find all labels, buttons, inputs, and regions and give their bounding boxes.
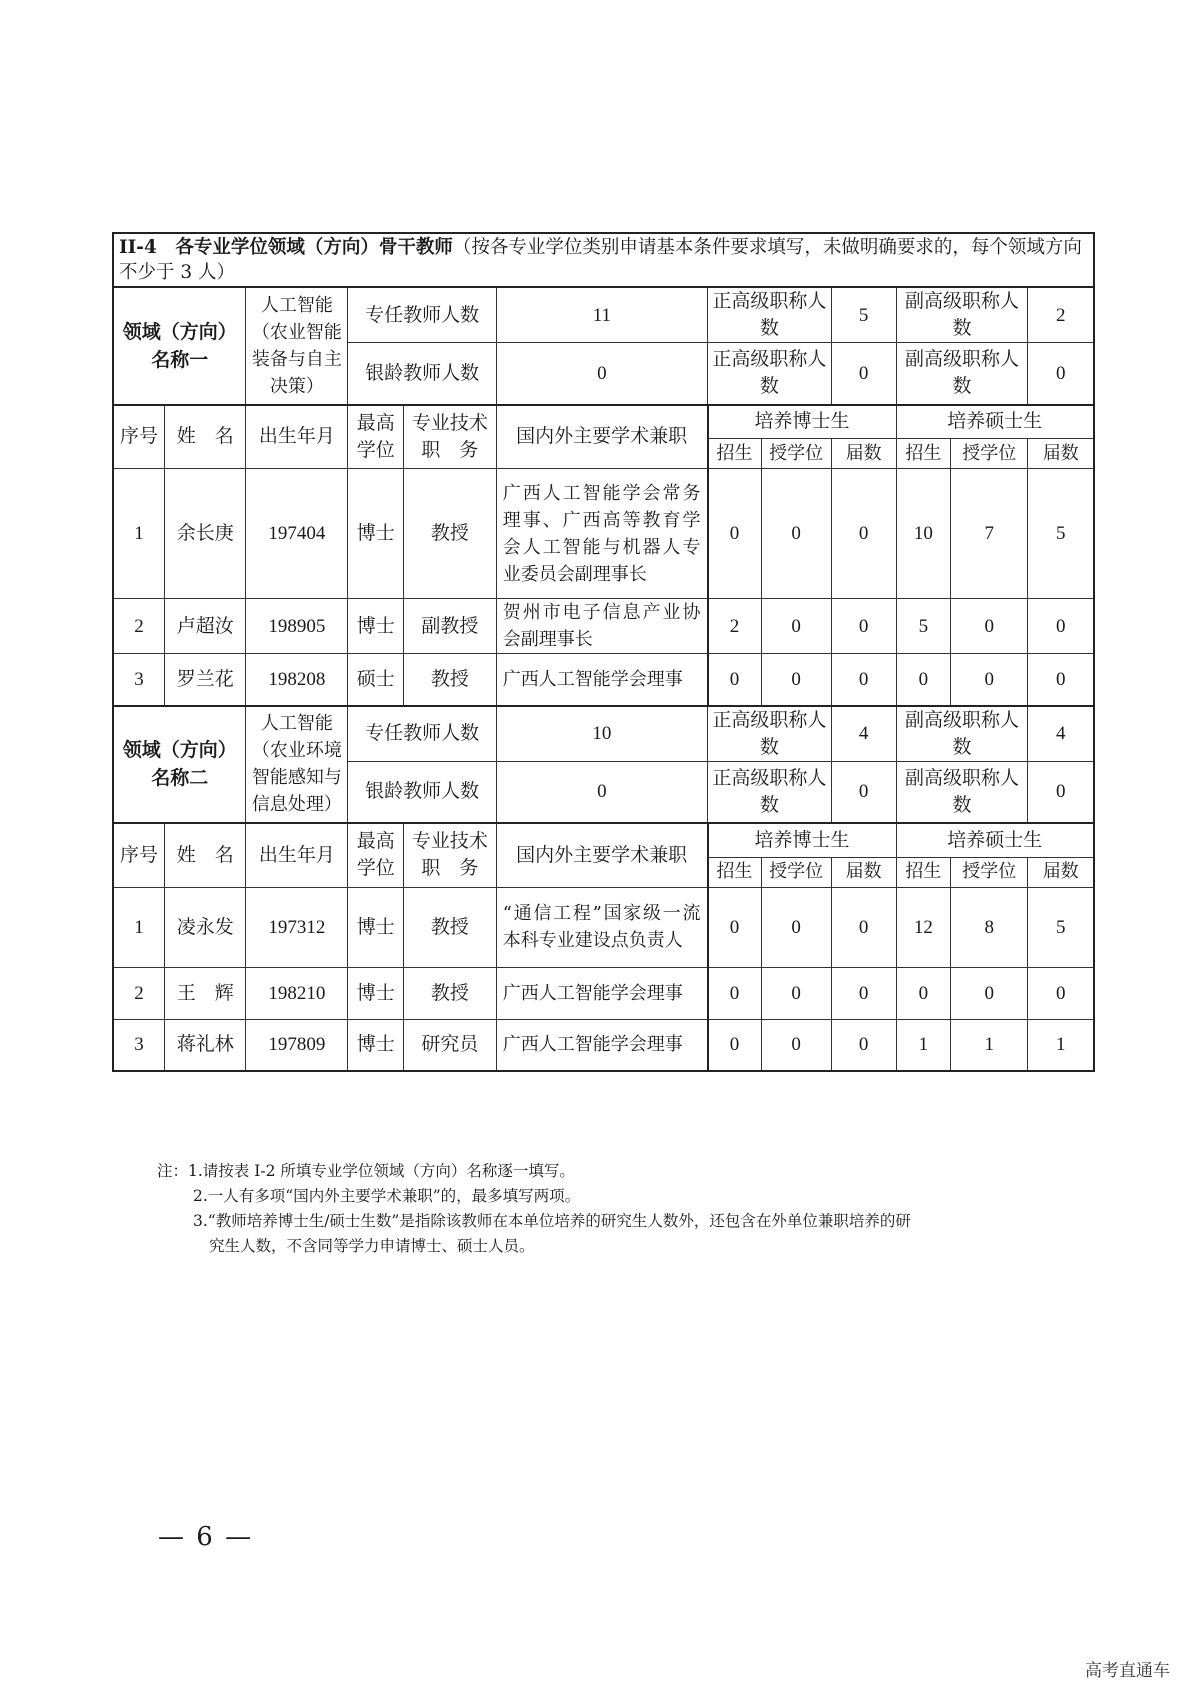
teacher-degree: 博士 <box>348 1019 404 1071</box>
teacher-title: 教授 <box>404 967 497 1019</box>
fulltime-label: 专任教师人数 <box>348 287 496 343</box>
silver-label: 银龄教师人数 <box>348 761 496 823</box>
fulltime-senior-count: 4 <box>831 706 896 762</box>
phd-conferred: 0 <box>761 967 831 1019</box>
master-cohorts: 5 <box>1028 887 1094 967</box>
domain-name: 人工智能（农业智能装备与自主决策） <box>246 287 348 405</box>
phd-conferred: 0 <box>761 654 831 706</box>
master-conferred: 8 <box>951 887 1028 967</box>
header-phd: 培养博士生 <box>708 405 897 439</box>
header-enroll: 招生 <box>896 439 951 469</box>
table-body <box>113 233 1094 1071</box>
phd-enroll: 0 <box>708 469 762 599</box>
teacher-title: 研究员 <box>404 1019 497 1071</box>
teacher-seq: 2 <box>113 599 165 654</box>
senior-label: 正高级职称人数 <box>708 761 832 823</box>
teacher-row <box>113 654 1094 706</box>
phd-conferred: 0 <box>761 1019 831 1071</box>
fulltime-associate-count: 2 <box>1028 287 1094 343</box>
teacher-title: 副教授 <box>404 599 497 654</box>
phd-enroll: 0 <box>708 967 762 1019</box>
silver-count: 0 <box>496 761 707 823</box>
header-post: 国内外主要学术兼职 <box>496 405 707 469</box>
teacher-row <box>113 469 1094 599</box>
footnote: 2.一人有多项“国内外主要学术兼职”的，最多填写两项。 <box>193 1187 581 1205</box>
header-master: 培养硕士生 <box>896 823 1094 857</box>
teacher-title: 教授 <box>404 887 497 967</box>
master-cohorts: 1 <box>1028 1019 1094 1071</box>
senior-label: 正高级职称人数 <box>708 287 832 343</box>
master-conferred: 0 <box>951 967 1028 1019</box>
associate-label: 副高级职称人数 <box>896 761 1028 823</box>
master-conferred: 0 <box>951 599 1028 654</box>
teacher-name: 凌永发 <box>165 887 246 967</box>
associate-label: 副高级职称人数 <box>896 287 1028 343</box>
teacher-seq: 1 <box>113 887 165 967</box>
silver-associate-count: 0 <box>1028 761 1094 823</box>
master-conferred: 1 <box>951 1019 1028 1071</box>
phd-conferred: 0 <box>761 887 831 967</box>
master-cohorts: 0 <box>1028 967 1094 1019</box>
header-cohorts: 届数 <box>831 857 896 887</box>
master-enroll: 0 <box>896 654 951 706</box>
footnotes <box>157 1159 1057 1259</box>
phd-cohorts: 0 <box>831 1019 896 1071</box>
teacher-degree: 博士 <box>348 967 404 1019</box>
phd-cohorts: 0 <box>831 599 896 654</box>
teacher-row <box>113 887 1094 967</box>
header-conferred: 授学位 <box>951 857 1028 887</box>
teacher-seq: 3 <box>113 1019 165 1071</box>
teacher-row <box>113 1019 1094 1071</box>
fulltime-count: 11 <box>496 287 707 343</box>
silver-senior-count: 0 <box>831 761 896 823</box>
fulltime-senior-count: 5 <box>831 287 896 343</box>
footnote: 3.“教师培养博士生/硕士生数”是指除该教师在本单位培养的研究生人数外，还包含在外单位兼职培养的研 <box>193 1212 911 1230</box>
page-number: — 6 — <box>158 1522 254 1552</box>
teacher-post: 广西人工智能学会理事 <box>496 967 707 1019</box>
header-enroll: 招生 <box>708 439 762 469</box>
silver-associate-count: 0 <box>1028 343 1094 405</box>
fulltime-label: 专任教师人数 <box>348 706 496 762</box>
silver-count: 0 <box>496 343 707 405</box>
teacher-name: 蒋礼林 <box>165 1019 246 1071</box>
header-conferred: 授学位 <box>761 439 831 469</box>
teacher-birth: 198210 <box>246 967 348 1019</box>
header-enroll: 招生 <box>708 857 762 887</box>
domain-summary-row <box>113 706 1094 762</box>
phd-enroll: 0 <box>708 654 762 706</box>
domain-label: 领域（方向）名称一 <box>113 287 246 405</box>
teacher-birth: 197312 <box>246 887 348 967</box>
teacher-seq: 1 <box>113 469 165 599</box>
column-header-row <box>113 405 1094 439</box>
header-degree: 最高学位 <box>348 823 404 887</box>
phd-cohorts: 0 <box>831 967 896 1019</box>
phd-enroll: 2 <box>708 599 762 654</box>
senior-label: 正高级职称人数 <box>708 343 832 405</box>
fulltime-count: 10 <box>496 706 707 762</box>
teacher-birth: 197809 <box>246 1019 348 1071</box>
header-seq: 序号 <box>113 823 165 887</box>
master-enroll: 10 <box>896 469 951 599</box>
senior-label: 正高级职称人数 <box>708 706 832 762</box>
teacher-birth: 197404 <box>246 469 348 599</box>
domain-label: 领域（方向）名称二 <box>113 706 246 824</box>
master-enroll: 5 <box>896 599 951 654</box>
teacher-row <box>113 967 1094 1019</box>
teacher-title: 教授 <box>404 469 497 599</box>
section-code: II-4 <box>119 237 157 258</box>
header-degree: 最高学位 <box>348 405 404 469</box>
phd-enroll: 0 <box>708 887 762 967</box>
header-cohorts: 届数 <box>831 439 896 469</box>
phd-cohorts: 0 <box>831 654 896 706</box>
header-phd: 培养博士生 <box>708 823 897 857</box>
header-title: 专业技术职 务 <box>404 823 497 887</box>
teacher-post: 贺州市电子信息产业协会副理事长 <box>496 599 707 654</box>
phd-conferred: 0 <box>761 469 831 599</box>
header-birth: 出生年月 <box>246 823 348 887</box>
master-cohorts: 0 <box>1028 654 1094 706</box>
teacher-name: 王 辉 <box>165 967 246 1019</box>
phd-cohorts: 0 <box>831 469 896 599</box>
teacher-title: 教授 <box>404 654 497 706</box>
teacher-seq: 2 <box>113 967 165 1019</box>
teacher-degree: 博士 <box>348 469 404 599</box>
associate-label: 副高级职称人数 <box>896 343 1028 405</box>
section-title-row <box>113 233 1094 287</box>
header-conferred: 授学位 <box>761 857 831 887</box>
header-title: 专业技术职 务 <box>404 405 497 469</box>
header-cohorts: 届数 <box>1028 439 1094 469</box>
header-cohorts: 届数 <box>1028 857 1094 887</box>
phd-enroll: 0 <box>708 1019 762 1071</box>
master-enroll: 12 <box>896 887 951 967</box>
section-heading: 各专业学位领域（方向）骨干教师 <box>175 237 453 258</box>
teacher-row <box>113 599 1094 654</box>
teacher-post: 广西人工智能学会理事 <box>496 654 707 706</box>
silver-senior-count: 0 <box>831 343 896 405</box>
domain-name: 人工智能（农业环境智能感知与信息处理） <box>246 706 348 824</box>
header-name: 姓 名 <box>165 405 246 469</box>
master-enroll: 1 <box>896 1019 951 1071</box>
teacher-degree: 硕士 <box>348 654 404 706</box>
silver-label: 银龄教师人数 <box>348 343 496 405</box>
section-title <box>113 233 1094 287</box>
header-conferred: 授学位 <box>951 439 1028 469</box>
teacher-birth: 198905 <box>246 599 348 654</box>
footnote: 注：1.请按表 I-2 所填专业学位领域（方向）名称逐一填写。 <box>157 1162 575 1180</box>
teacher-degree: 博士 <box>348 887 404 967</box>
teacher-name: 罗兰花 <box>165 654 246 706</box>
associate-label: 副高级职称人数 <box>896 706 1028 762</box>
teacher-degree: 博士 <box>348 599 404 654</box>
watermark: 高考直通车 <box>1085 1661 1170 1681</box>
backbone-teachers-table <box>112 232 1095 1072</box>
header-birth: 出生年月 <box>246 405 348 469</box>
master-enroll: 0 <box>896 967 951 1019</box>
master-cohorts: 5 <box>1028 469 1094 599</box>
teacher-post: “通信工程”国家级一流本科专业建设点负责人 <box>496 887 707 967</box>
phd-conferred: 0 <box>761 599 831 654</box>
master-conferred: 7 <box>951 469 1028 599</box>
header-name: 姓 名 <box>165 823 246 887</box>
master-conferred: 0 <box>951 654 1028 706</box>
teacher-post: 广西人工智能学会常务理事、广西高等教育学会人工智能与机器人专业委员会副理事长 <box>496 469 707 599</box>
fulltime-associate-count: 4 <box>1028 706 1094 762</box>
header-post: 国内外主要学术兼职 <box>496 823 707 887</box>
teacher-post: 广西人工智能学会理事 <box>496 1019 707 1071</box>
teacher-birth: 198208 <box>246 654 348 706</box>
header-master: 培养硕士生 <box>896 405 1094 439</box>
header-seq: 序号 <box>113 405 165 469</box>
teacher-seq: 3 <box>113 654 165 706</box>
teacher-name: 余长庚 <box>165 469 246 599</box>
domain-summary-row <box>113 287 1094 343</box>
teacher-name: 卢超汝 <box>165 599 246 654</box>
header-enroll: 招生 <box>896 857 951 887</box>
phd-cohorts: 0 <box>831 887 896 967</box>
master-cohorts: 0 <box>1028 599 1094 654</box>
section-note: （按各专业学位类别申请基本条件要求填写，未做明确要求的，每个领域方向不少于 3 人） <box>119 237 1082 283</box>
footnote: 究生人数，不含同等学力申请博士、硕士人员。 <box>209 1237 535 1255</box>
column-header-row <box>113 823 1094 857</box>
